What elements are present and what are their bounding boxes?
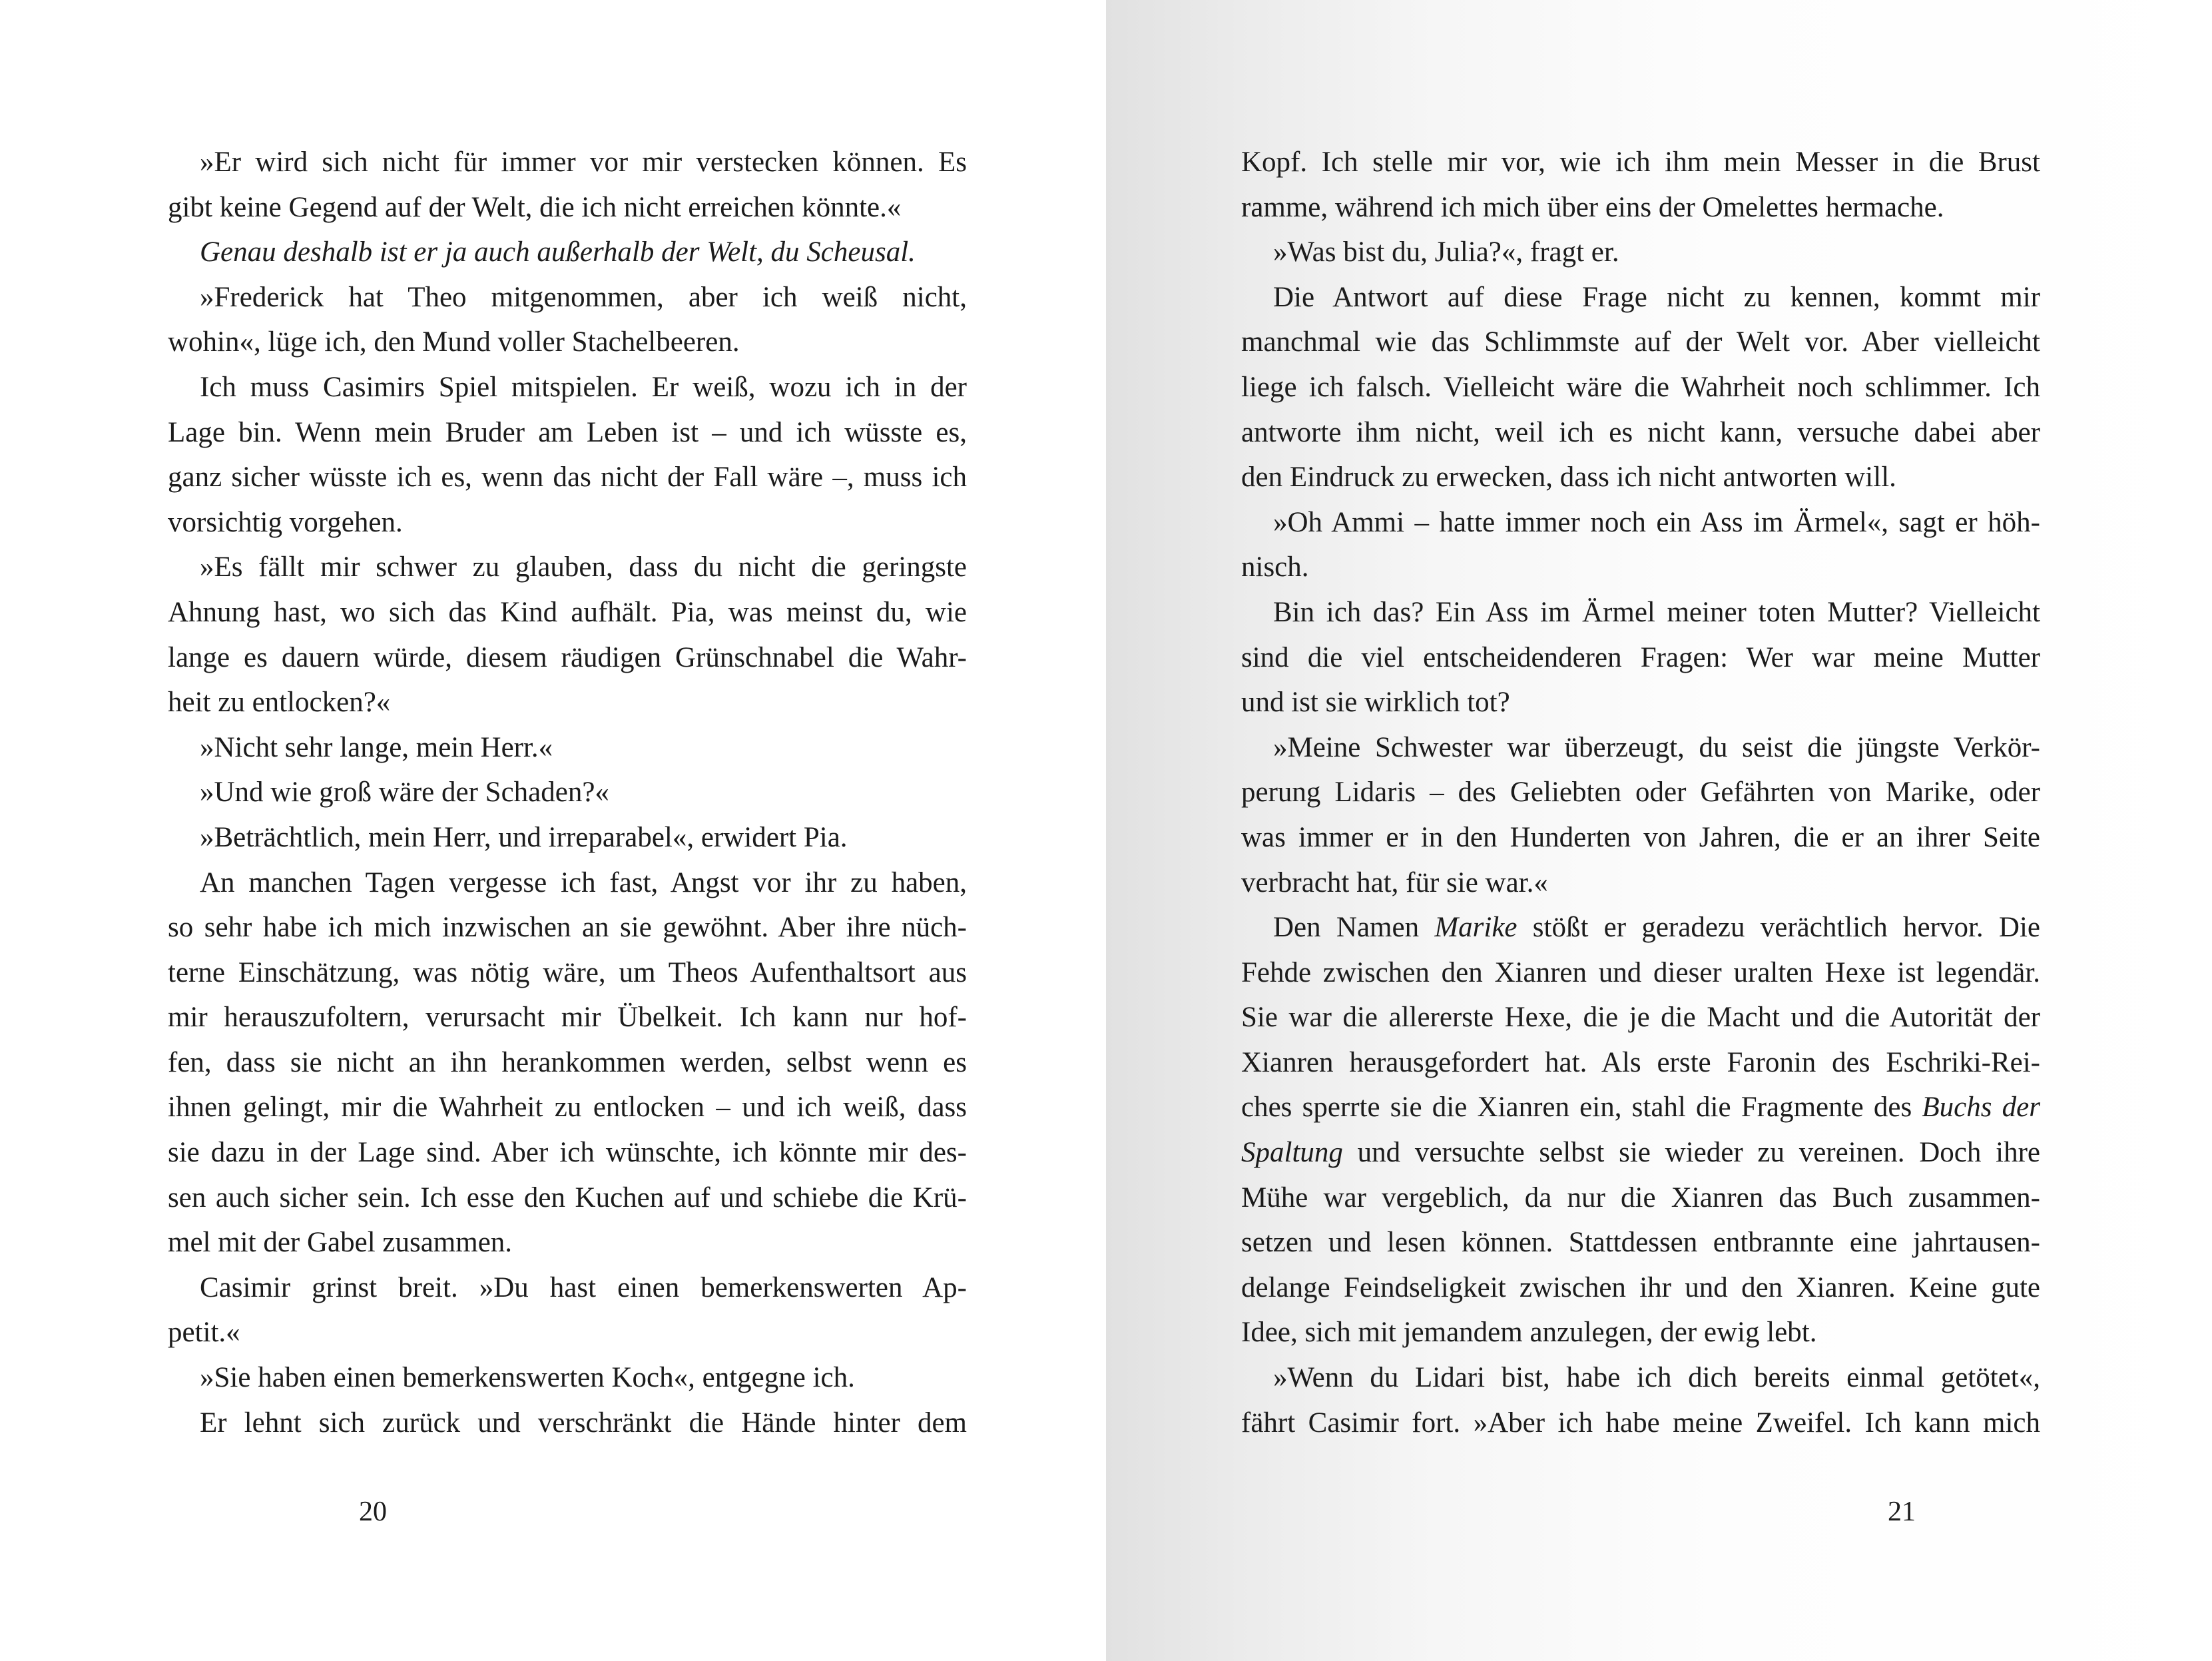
text-line: Fehde zwischen den Xianren und dieser uralten Hexe ist legendär. [1241, 956, 2040, 988]
page-number-right: 21 [1888, 1496, 1916, 1527]
text-line: vorsichtig vorgehen. [168, 506, 403, 538]
text-line: fährt Casimir fort. »Aber ich habe meine Zweifel. Ich kann mich [1241, 1407, 2040, 1439]
text-line: delange Feindseligkeit zwischen ihr und den Xianren. Keine gute [1241, 1271, 2040, 1303]
text-line: »Was bist du, Julia?«, fragt er. [1273, 236, 1619, 268]
text-line: Xianren herausgefordert hat. Als erste Faronin des Eschriki-Rei- [1241, 1046, 2040, 1078]
text-line: sie dazu in der Lage sind. Aber ich wünschte, ich könnte mir des- [168, 1137, 967, 1169]
text-line: den Eindruck zu erwecken, dass ich nicht antworten will. [1241, 462, 1896, 494]
italic-segment: Genau deshalb ist er ja auch außerhalb der Welt, du Scheusal. [200, 236, 916, 268]
text-line: lange es dauern würde, diesem räudigen Grünschnabel die Wahr- [168, 641, 967, 673]
text-line: wohin«, lüge ich, den Mund voller Stachelbeeren. [168, 326, 740, 358]
text-line [1241, 1130, 2040, 1175]
page-number-left: 20 [359, 1496, 387, 1527]
text-line: Bin ich das? Ein Ass im Ärmel meiner toten Mutter? Vielleicht [1273, 596, 2040, 628]
text-line: sen auch sicher sein. Ich esse den Kuchen auf und schiebe die Krü- [168, 1181, 967, 1213]
text-line: antworte ihm nicht, weil ich es nicht kann, versuche dabei aber [1241, 416, 2040, 448]
text-line: Mühe war vergeblich, da nur die Xianren das Buch zusammen- [1241, 1181, 2040, 1213]
text-line: »Meine Schwester war überzeugt, du seist die jüngste Verkör- [1273, 731, 2040, 763]
text-line: ramme, während ich mich über eins der Omelettes hermache. [1241, 191, 1944, 223]
text-line: Ahnung hast, wo sich das Kind aufhält. Pia, was meinst du, wie [168, 596, 967, 628]
text-line: was immer er in den Hunderten von Jahren, die er an ihrer Seite [1241, 821, 2040, 853]
text-line: Idee, sich mit jemandem anzulegen, der ewig lebt. [1241, 1317, 1817, 1349]
text-line: »Beträchtlich, mein Herr, und irreparabel«, erwidert Pia. [200, 821, 848, 853]
text-line: liege ich falsch. Vielleicht wäre die Wahrheit noch schlimmer. Ich [1241, 371, 2040, 403]
text-segment: ches sperrte sie die Xianren ein, stahl die Fragmente des [1241, 1092, 1922, 1124]
italic-segment: Marike [1434, 912, 1518, 944]
text-line: und ist sie wirklich tot? [1241, 687, 1510, 719]
text-line [1241, 1085, 2040, 1130]
text-line: ganz sicher wüsste ich es, wenn das nicht der Fall wäre –, muss ich [168, 462, 967, 494]
text-line: Lage bin. Wenn mein Bruder am Leben ist – und ich wüsste es, [168, 416, 967, 448]
left-page-text [168, 140, 967, 1445]
text-line: perung Lidaris – des Geliebten oder Gefährten von Marike, oder [1241, 777, 2040, 809]
text-line: ihnen gelingt, mir die Wahrheit zu entlocken – und ich weiß, dass [168, 1092, 967, 1124]
text-line: »Frederick hat Theo mitgenommen, aber ich weiß nicht, [200, 281, 967, 313]
text-line: setzen und lesen können. Stattdessen entbrannte eine jahrtausen- [1241, 1227, 2040, 1259]
text-line: heit zu entlocken?« [168, 687, 391, 719]
text-line [168, 230, 967, 275]
right-page [1106, 0, 2212, 1661]
text-line: An manchen Tagen vergesse ich fast, Angst vor ihr zu haben, [200, 866, 967, 898]
text-segment: Den Namen [1273, 912, 1435, 944]
text-line: so sehr habe ich mich inzwischen an sie gewöhnt. Aber ihre nüch- [168, 912, 967, 944]
text-line: Die Antwort auf diese Frage nicht zu kennen, kommt mir [1273, 281, 2040, 313]
text-line: mel mit der Gabel zusammen. [168, 1227, 513, 1259]
text-line: »Es fällt mir schwer zu glauben, dass du nicht die geringste [200, 551, 967, 583]
text-line: manchmal wie das Schlimmste auf der Welt vor. Aber vielleicht [1241, 326, 2040, 358]
italic-segment: Spaltung [1241, 1137, 1343, 1169]
text-line: »Sie haben einen bemerkenswerten Koch«, entgegne ich. [200, 1362, 855, 1394]
text-line: terne Einschätzung, was nötig wäre, um Theos Aufenthaltsort aus [168, 956, 967, 988]
text-line: sind die viel entscheidenderen Fragen: Wer war meine Mutter [1241, 641, 2040, 673]
text-segment: und versuchte selbst sie wieder zu vereinen. Doch ihre [1342, 1137, 2040, 1169]
text-line: »Er wird sich nicht für immer vor mir verstecken können. Es [200, 147, 967, 178]
text-line: nisch. [1241, 551, 1309, 583]
right-page-text [1241, 140, 2040, 1445]
text-line: »Und wie groß wäre der Schaden?« [200, 777, 609, 809]
text-line: Kopf. Ich stelle mir vor, wie ich ihm mein Messer in die Brust [1241, 147, 2040, 178]
text-line: Sie war die allererste Hexe, die je die Macht und die Autorität der [1241, 1002, 2040, 1034]
text-line: »Wenn du Lidari bist, habe ich dich bereits einmal getötet«, [1273, 1362, 2040, 1394]
text-line: »Nicht sehr lange, mein Herr.« [200, 731, 553, 763]
text-line: Casimir grinst breit. »Du hast einen bemerkenswerten Ap- [200, 1271, 967, 1303]
text-line: Ich muss Casimirs Spiel mitspielen. Er weiß, wozu ich in der [200, 371, 967, 403]
italic-segment: Buchs der [1922, 1092, 2040, 1124]
text-line: verbracht hat, für sie war.« [1241, 866, 1548, 898]
text-line: gibt keine Gegend auf der Welt, die ich nicht erreichen könnte.« [168, 191, 902, 223]
text-line: Er lehnt sich zurück und verschränkt die Hände hinter dem [200, 1407, 967, 1439]
text-line: mir herauszufoltern, verursacht mir Übelkeit. Ich kann nur hof- [168, 1002, 967, 1034]
text-line: »Oh Ammi – hatte immer noch ein Ass im Ärmel«, sagt er höh- [1273, 506, 2040, 538]
text-line [1241, 905, 2040, 950]
text-line: petit.« [168, 1317, 240, 1349]
text-line: fen, dass sie nicht an ihn herankommen werden, selbst wenn es [168, 1046, 967, 1078]
text-segment: stößt er geradezu verächtlich hervor. Die [1517, 912, 2040, 944]
